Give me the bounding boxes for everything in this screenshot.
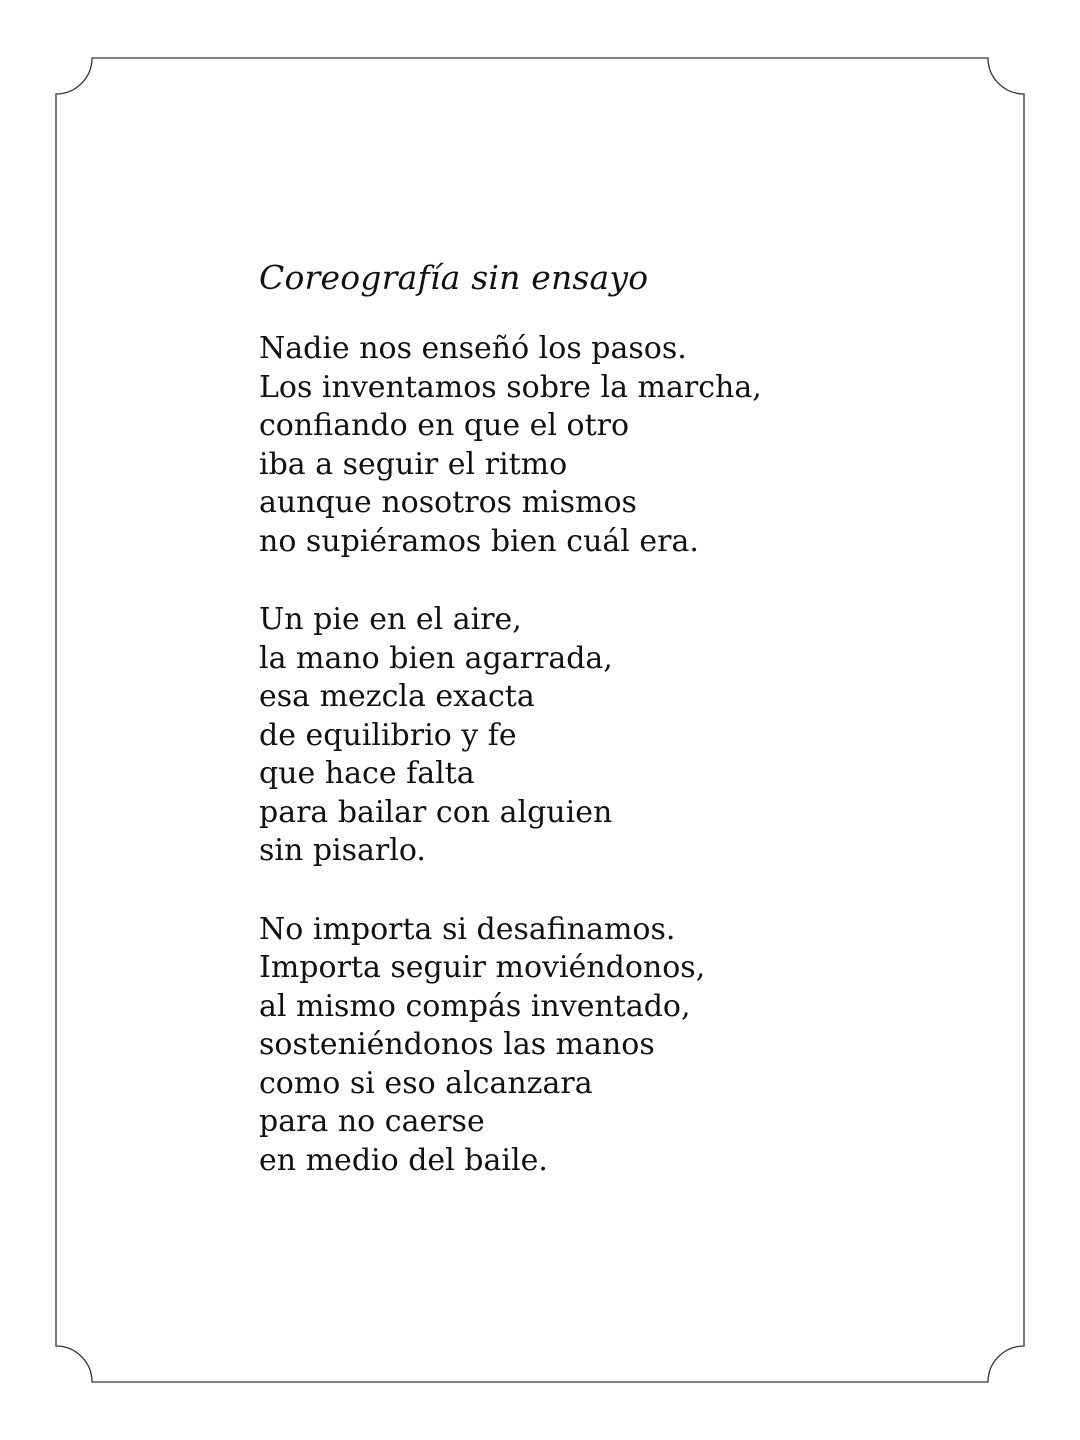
verse-line: esa mezcla exacta xyxy=(259,679,535,714)
verse-line: para no caerse xyxy=(259,1104,485,1139)
verse-line: iba a seguir el ritmo xyxy=(259,446,568,482)
verse-line: sosteniéndonos las manos xyxy=(259,1027,655,1062)
poem xyxy=(259,254,959,1220)
verse-line: Nadie nos enseñó los pasos. xyxy=(259,331,687,366)
stanza-1 xyxy=(259,330,959,561)
poem-body xyxy=(259,330,959,1180)
stanza-3 xyxy=(259,911,959,1181)
stanza-2 xyxy=(259,601,959,871)
verse-line: sin pisarlo. xyxy=(259,833,426,868)
poem-title: Coreografía sin ensayo xyxy=(259,258,649,297)
verse-line: de equilibrio y fe xyxy=(259,717,517,753)
verse-line: la mano bien agarrada, xyxy=(259,640,613,676)
verse-line: Importa seguir moviéndonos, xyxy=(259,950,706,985)
verse-line: No importa si desafinamos. xyxy=(259,911,676,947)
verse-line: Los inventamos sobre la marcha, xyxy=(259,369,762,405)
verse-line: no supiéramos bien cuál era. xyxy=(259,523,699,559)
verse-line: que hace falta xyxy=(259,756,475,791)
verse-line: al mismo compás inventado, xyxy=(259,988,691,1024)
verse-line: en medio del baile. xyxy=(259,1142,548,1178)
verse-line: para bailar con alguien xyxy=(259,794,613,830)
verse-line: Un pie en el aire, xyxy=(259,602,522,637)
verse-line: confiando en que el otro xyxy=(259,408,630,443)
verse-line: aunque nosotros mismos xyxy=(259,485,637,520)
verse-line: como si eso alcanzara xyxy=(259,1065,593,1101)
